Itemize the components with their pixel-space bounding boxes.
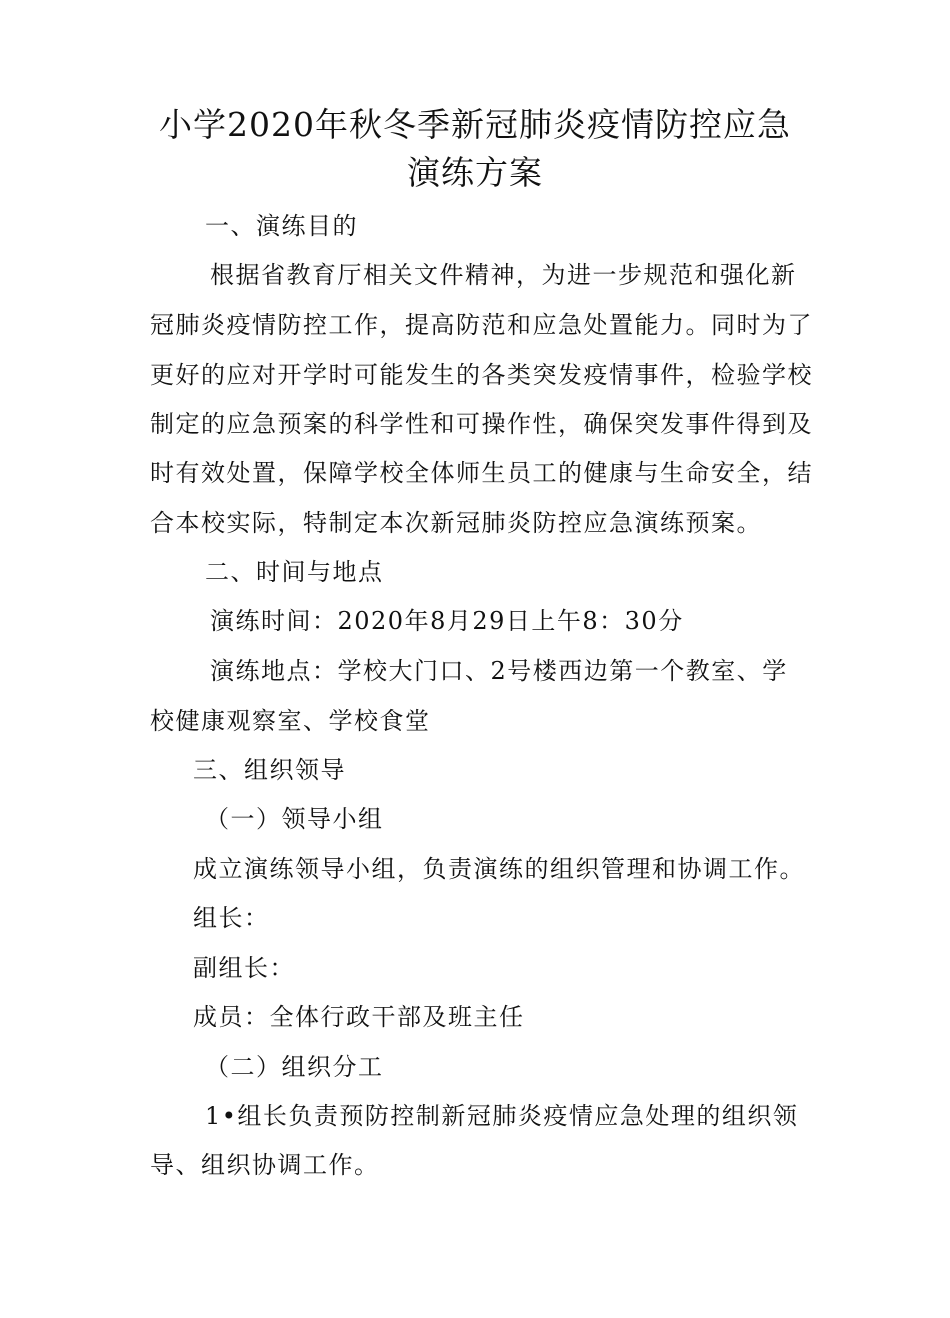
paragraph-line: 更好的应对开学时可能发生的各类突发疫情事件，检验学校 <box>150 361 813 389</box>
section-heading-purpose: 一、演练目的 <box>205 212 358 240</box>
paragraph-line: 时有效处置，保障学校全体师生员工的健康与生命安全，结 <box>150 459 813 487</box>
document-title-line-1: 小学2020年秋冬季新冠肺炎疫情防控应急 <box>159 105 791 144</box>
paragraph-line: 冠肺炎疫情防控工作，提高防范和应急处置能力。同时为了 <box>150 311 813 339</box>
paragraph-line: 1•组长负责预防控制新冠肺炎疫情应急处理的组织领 <box>205 1102 799 1130</box>
paragraph-line: 导、组织协调工作。 <box>150 1151 380 1179</box>
paragraph-line: 合本校实际，特制定本次新冠肺炎防控应急演练预案。 <box>150 509 762 537</box>
subsection-heading-leadership: （一）领导小组 <box>205 805 384 833</box>
subsection-heading-division: （二）组织分工 <box>205 1053 384 1081</box>
paragraph-line: 根据省教育厅相关文件精神，为进一步规范和强化新 <box>210 261 797 289</box>
paragraph-line: 制定的应急预案的科学性和可操作性，确保突发事件得到及 <box>150 410 813 438</box>
document-title-line-2: 演练方案 <box>407 153 543 192</box>
paragraph-line: 成立演练领导小组，负责演练的组织管理和协调工作。 <box>193 855 805 883</box>
drill-location-line: 校健康观察室、学校食堂 <box>150 707 431 735</box>
section-heading-organization: 三、组织领导 <box>193 756 346 784</box>
drill-location-line: 演练地点：学校大门口、2号楼西边第一个教室、学 <box>210 657 788 685</box>
deputy-leader-line: 副组长： <box>193 954 295 982</box>
members-line: 成员：全体行政干部及班主任 <box>193 1003 525 1031</box>
leader-line: 组长： <box>193 904 270 932</box>
section-heading-time-place: 二、时间与地点 <box>205 558 384 586</box>
drill-time-line: 演练时间：2020年8月29日上午8：30分 <box>210 607 684 635</box>
